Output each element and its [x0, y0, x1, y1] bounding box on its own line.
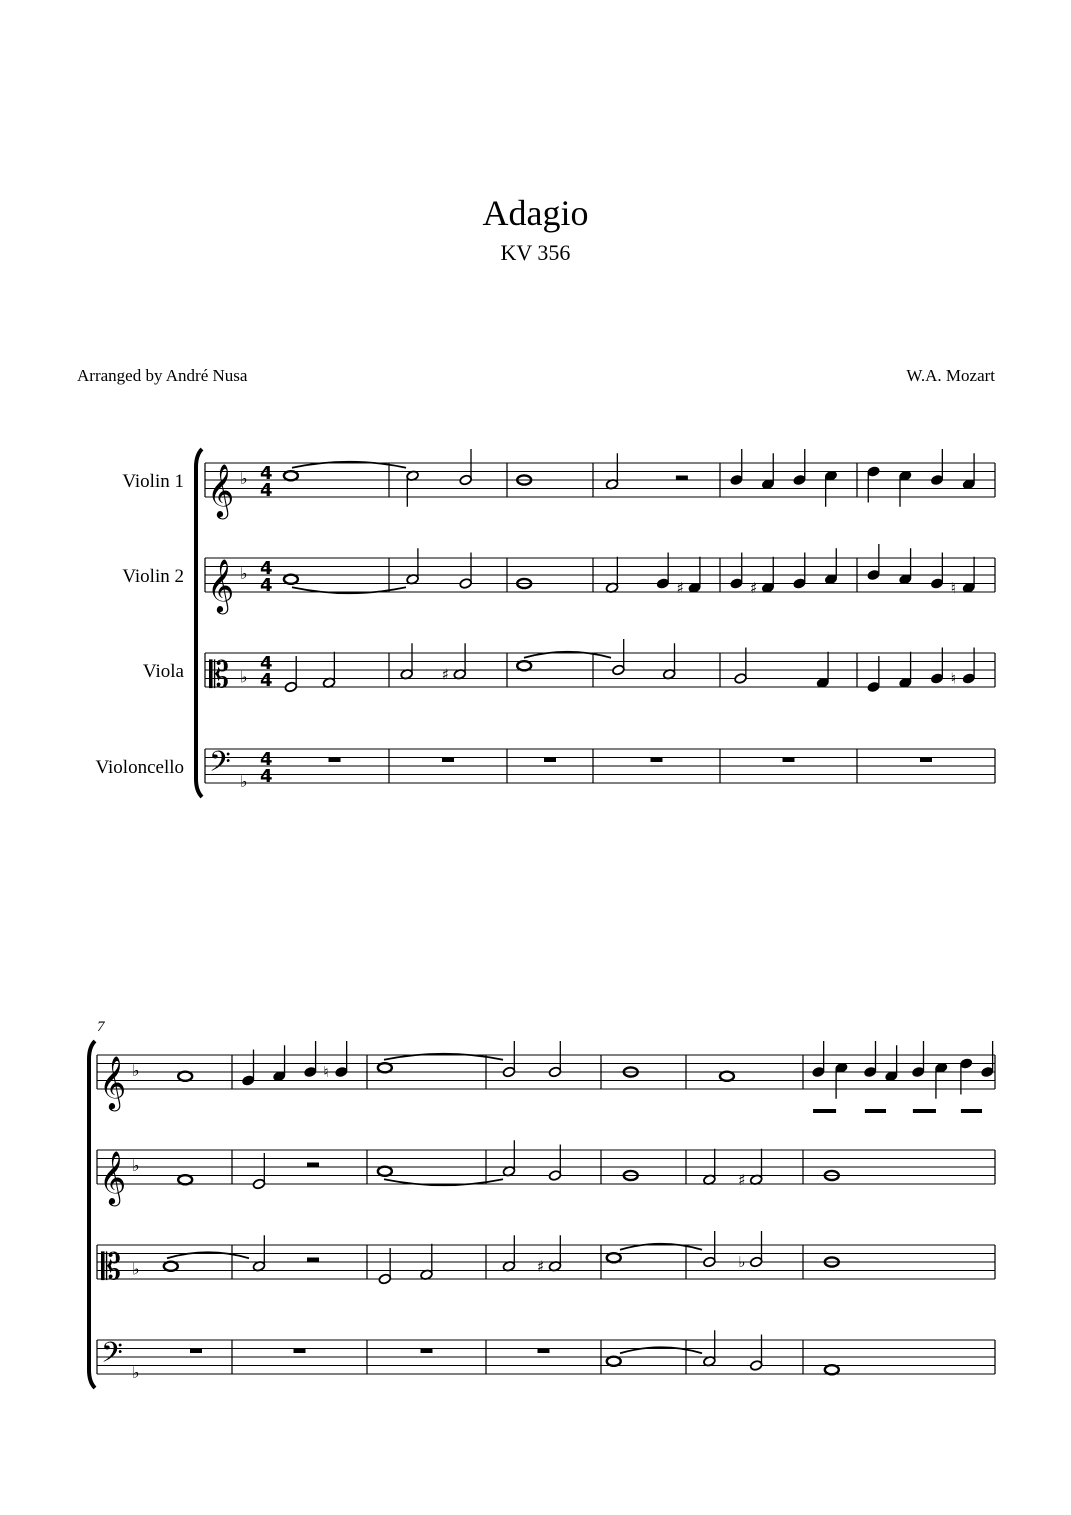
quarter-note — [867, 681, 880, 692]
whole-note — [720, 1072, 734, 1081]
quarter-note — [793, 474, 806, 485]
flat-key-signature-icon: ♭ — [132, 1363, 140, 1382]
whole-note — [378, 1167, 392, 1176]
quarter-note — [335, 1066, 348, 1077]
quarter-note — [304, 1066, 317, 1077]
flat-key-signature-icon: ♭ — [132, 1061, 140, 1080]
bass-clef-icon: 𝄢 — [209, 745, 231, 786]
sharp-accidental-icon: ♯ — [738, 1170, 746, 1189]
alto-clef-icon: 𝄡 — [209, 655, 230, 696]
natural-accidental-icon: ♮ — [950, 578, 957, 597]
instrument-name: Violin 2 — [122, 566, 184, 587]
natural-accidental-icon: ♮ — [950, 669, 957, 688]
whole-rest — [783, 758, 795, 763]
flat-accidental-icon: ♭ — [738, 1253, 746, 1271]
flat-key-signature-icon: ♭ — [240, 469, 248, 488]
quarter-note — [864, 1066, 877, 1077]
half-note — [252, 1178, 265, 1189]
flat-key-signature-icon: ♭ — [240, 667, 248, 687]
whole-note — [378, 1063, 392, 1072]
system-bracket — [89, 1041, 95, 1388]
time-signature-numerator: 4 — [260, 463, 273, 484]
sharp-accidental-icon: ♯ — [441, 665, 450, 684]
whole-rest — [421, 1349, 433, 1354]
half-note — [734, 673, 747, 684]
whole-rest — [920, 758, 932, 763]
half-note — [284, 681, 297, 692]
quarter-note — [912, 1066, 925, 1077]
whole-rest — [190, 1349, 202, 1354]
sharp-accidental-icon: ♯ — [749, 578, 758, 597]
whole-note — [825, 1365, 839, 1374]
treble-clef-icon: 𝄞 — [99, 1055, 127, 1109]
half-note — [459, 578, 472, 589]
whole-rest — [538, 1349, 550, 1354]
whole-note — [284, 575, 298, 584]
sharp-accidental-icon: ♯ — [537, 1257, 545, 1276]
time-signature-denominator: 4 — [260, 480, 273, 501]
quarter-note — [730, 578, 743, 589]
quarter-note — [793, 578, 806, 589]
flat-key-signature-icon: ♭ — [240, 772, 248, 791]
alto-clef-icon: 𝄡 — [101, 1247, 122, 1288]
half-note — [378, 1273, 391, 1284]
instrument-name: Viola — [142, 661, 184, 682]
quarter-note — [981, 1066, 994, 1077]
whole-rest — [544, 758, 556, 763]
flat-key-signature-icon: ♭ — [132, 1259, 140, 1279]
quarter-note — [812, 1066, 825, 1077]
quarter-note — [930, 673, 943, 684]
instrument-name: Violoncello — [95, 757, 184, 778]
half-note — [502, 1066, 515, 1077]
whole-note — [284, 471, 298, 480]
whole-note — [517, 661, 531, 670]
quarter-note — [930, 474, 943, 485]
treble-clef-icon: 𝄞 — [207, 463, 235, 517]
half-note — [750, 1256, 763, 1267]
whole-note — [607, 1253, 621, 1262]
quarter-note — [242, 1075, 255, 1086]
composer-credit: W.A. Mozart — [906, 366, 995, 385]
bass-clef-icon: 𝄢 — [101, 1336, 123, 1377]
arranger-credit: Arranged by André Nusa — [77, 366, 248, 385]
quarter-note — [656, 578, 669, 589]
half-note — [548, 1066, 561, 1077]
half-rest — [676, 476, 688, 481]
time-signature-numerator: 4 — [260, 749, 273, 770]
half-note — [548, 1170, 561, 1181]
piece-subtitle: KV 356 — [500, 240, 571, 265]
time-signature-denominator: 4 — [260, 575, 273, 596]
half-rest — [307, 1258, 319, 1263]
half-rest — [307, 1163, 319, 1168]
treble-clef-icon: 𝄞 — [99, 1150, 127, 1204]
half-note — [459, 474, 472, 485]
whole-rest — [329, 758, 341, 763]
whole-rest — [442, 758, 454, 763]
half-note — [750, 1360, 763, 1371]
flat-key-signature-icon: ♭ — [240, 564, 248, 583]
flat-key-signature-icon: ♭ — [132, 1156, 140, 1175]
quarter-note — [867, 466, 880, 477]
half-note — [612, 664, 625, 675]
whole-note — [178, 1175, 192, 1184]
time-signature-denominator: 4 — [260, 766, 273, 787]
whole-note — [607, 1357, 621, 1366]
measure-number: 7 — [97, 1019, 105, 1035]
treble-clef-icon: 𝄞 — [207, 558, 235, 612]
whole-rest — [651, 758, 663, 763]
half-note — [703, 1256, 716, 1267]
quarter-note — [930, 578, 943, 589]
whole-note — [178, 1072, 192, 1081]
time-signature-denominator: 4 — [260, 670, 273, 691]
quarter-note — [867, 569, 880, 580]
whole-rest — [294, 1349, 306, 1354]
quarter-note — [962, 673, 975, 684]
piece-title: Adagio — [482, 193, 589, 233]
sharp-accidental-icon: ♯ — [676, 578, 684, 597]
quarter-note — [960, 1058, 973, 1069]
quarter-note — [730, 474, 743, 485]
whole-note — [164, 1262, 178, 1271]
time-signature-numerator: 4 — [260, 653, 273, 674]
natural-accidental-icon: ♮ — [323, 1063, 329, 1081]
system-bracket — [196, 449, 202, 797]
time-signature-numerator: 4 — [260, 558, 273, 579]
instrument-name: Violin 1 — [122, 471, 184, 492]
